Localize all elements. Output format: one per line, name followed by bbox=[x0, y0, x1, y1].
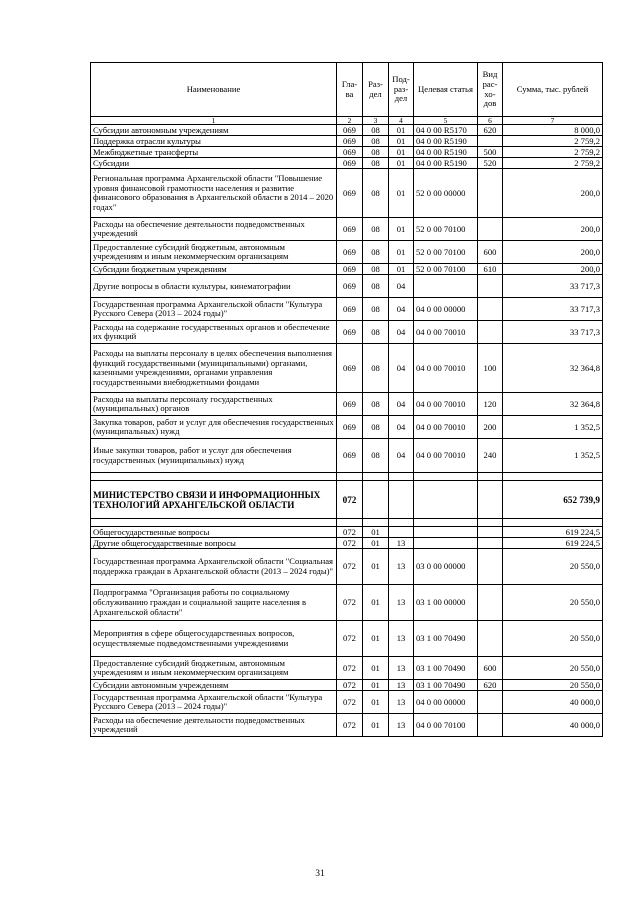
row-exp-type: 620 bbox=[478, 680, 503, 691]
spacer-cell bbox=[414, 519, 478, 527]
row-sum: 40 000,0 bbox=[503, 714, 603, 737]
row-subsection bbox=[389, 527, 414, 538]
row-sum: 33 717,3 bbox=[503, 298, 603, 321]
column-number: 5 bbox=[414, 117, 478, 125]
row-name: Государственная программа Архангельской области "Культура Русского Севера (2013 – 2024 годы)" bbox=[91, 691, 337, 714]
row-sum: 32 364,8 bbox=[503, 344, 603, 393]
table-row bbox=[91, 657, 603, 680]
row-section: 01 bbox=[363, 657, 389, 680]
row-name: Расходы на выплаты персоналу в целях обеспечения выполнения функций государственными (муниципальными) органами, казенными учреждениями, органами управления государственными внебюджетными фондами bbox=[91, 344, 337, 393]
table-header-row bbox=[91, 63, 603, 117]
spacer-cell bbox=[337, 473, 363, 481]
row-chapter: 072 bbox=[337, 538, 363, 549]
row-name: Подпрограмма "Организация работы по социальному обслуживанию граждан и социальной защите населения в Архангельской области" bbox=[91, 585, 337, 621]
row-target-code bbox=[414, 481, 478, 519]
column-number: 3 bbox=[363, 117, 389, 125]
row-target-code: 04 0 00 70100 bbox=[414, 714, 478, 737]
page-number: 31 bbox=[315, 869, 325, 879]
table-row bbox=[91, 416, 603, 439]
table-row bbox=[91, 538, 603, 549]
spacer-cell bbox=[389, 473, 414, 481]
spacer-cell bbox=[478, 473, 503, 481]
header-name: Наименование bbox=[91, 63, 337, 117]
row-target-code: 03 1 00 70490 bbox=[414, 680, 478, 691]
table-row bbox=[91, 714, 603, 737]
column-number: 7 bbox=[503, 117, 603, 125]
row-exp-type bbox=[478, 549, 503, 585]
row-sum: 619 224,5 bbox=[503, 527, 603, 538]
row-exp-type: 600 bbox=[478, 657, 503, 680]
row-sum: 619 224,5 bbox=[503, 538, 603, 549]
row-exp-type bbox=[478, 218, 503, 241]
table-row bbox=[91, 169, 603, 218]
row-chapter: 069 bbox=[337, 264, 363, 275]
row-section: 01 bbox=[363, 714, 389, 737]
table-row bbox=[91, 680, 603, 691]
table-body bbox=[91, 125, 603, 737]
spacer-cell bbox=[337, 519, 363, 527]
table-row bbox=[91, 264, 603, 275]
row-subsection: 13 bbox=[389, 538, 414, 549]
row-sum: 200,0 bbox=[503, 241, 603, 264]
budget-table bbox=[90, 62, 603, 737]
spacer-cell bbox=[91, 519, 337, 527]
spacer-cell bbox=[363, 519, 389, 527]
row-name: Расходы на обеспечение деятельности подведомственных учреждений bbox=[91, 714, 337, 737]
row-section bbox=[363, 481, 389, 519]
spacer-cell bbox=[363, 473, 389, 481]
row-sum: 40 000,0 bbox=[503, 691, 603, 714]
row-name: Субсидии бюджетным учреждениям bbox=[91, 264, 337, 275]
row-exp-type: 520 bbox=[478, 158, 503, 169]
spacer-cell bbox=[91, 473, 337, 481]
row-subsection: 01 bbox=[389, 218, 414, 241]
row-target-code: 04 0 00 00000 bbox=[414, 691, 478, 714]
row-exp-type bbox=[478, 298, 503, 321]
row-sum: 200,0 bbox=[503, 169, 603, 218]
column-number: 1 bbox=[91, 117, 337, 125]
row-section: 01 bbox=[363, 585, 389, 621]
table-row bbox=[91, 549, 603, 585]
row-target-code: 04 0 00 R5170 bbox=[414, 125, 478, 136]
row-exp-type bbox=[478, 585, 503, 621]
row-section: 08 bbox=[363, 218, 389, 241]
row-sum: 32 364,8 bbox=[503, 393, 603, 416]
row-sum: 1 352,5 bbox=[503, 416, 603, 439]
row-target-code: 52 0 00 70100 bbox=[414, 241, 478, 264]
row-chapter: 072 bbox=[337, 585, 363, 621]
row-sum: 2 759,2 bbox=[503, 158, 603, 169]
row-target-code bbox=[414, 527, 478, 538]
row-exp-type bbox=[478, 527, 503, 538]
row-exp-type bbox=[478, 538, 503, 549]
row-subsection: 13 bbox=[389, 657, 414, 680]
row-target-code: 52 0 00 70100 bbox=[414, 218, 478, 241]
row-chapter: 069 bbox=[337, 275, 363, 298]
row-exp-type bbox=[478, 321, 503, 344]
table-row bbox=[91, 393, 603, 416]
table-row bbox=[91, 298, 603, 321]
row-name: Предоставление субсидий бюджетным, автономным учреждениям и иным некоммерческим организациям bbox=[91, 657, 337, 680]
row-name: Расходы на содержание государственных органов и обеспечение их функций bbox=[91, 321, 337, 344]
table-row bbox=[91, 125, 603, 136]
row-name: Субсидии автономным учреждениям bbox=[91, 125, 337, 136]
row-subsection: 04 bbox=[389, 321, 414, 344]
row-chapter: 072 bbox=[337, 527, 363, 538]
row-section: 08 bbox=[363, 344, 389, 393]
header-subsection: Под-раз-дел bbox=[389, 63, 414, 117]
row-exp-type bbox=[478, 169, 503, 218]
row-chapter: 069 bbox=[337, 344, 363, 393]
spacer-cell bbox=[478, 519, 503, 527]
row-chapter: 069 bbox=[337, 218, 363, 241]
row-target-code: 03 1 00 70490 bbox=[414, 621, 478, 657]
row-chapter: 069 bbox=[337, 298, 363, 321]
row-chapter: 069 bbox=[337, 321, 363, 344]
row-chapter: 072 bbox=[337, 680, 363, 691]
row-target-code: 04 0 00 70010 bbox=[414, 416, 478, 439]
row-target-code: 04 0 00 70010 bbox=[414, 344, 478, 393]
row-name: Другие общегосударственные вопросы bbox=[91, 538, 337, 549]
row-target-code: 03 1 00 70490 bbox=[414, 657, 478, 680]
header-target: Целевая статья bbox=[414, 63, 478, 117]
row-name: Иные закупки товаров, работ и услуг для обеспечения государственных (муниципальных) нужд bbox=[91, 439, 337, 473]
row-subsection: 01 bbox=[389, 264, 414, 275]
row-name: Общегосударственные вопросы bbox=[91, 527, 337, 538]
row-name: Расходы на обеспечение деятельности подведомственных учреждений bbox=[91, 218, 337, 241]
row-sum: 1 352,5 bbox=[503, 439, 603, 473]
header-chapter: Гла-ва bbox=[337, 63, 363, 117]
row-subsection: 01 bbox=[389, 158, 414, 169]
row-chapter: 072 bbox=[337, 549, 363, 585]
row-target-code: 52 0 00 70100 bbox=[414, 264, 478, 275]
row-sum: 33 717,3 bbox=[503, 275, 603, 298]
row-section: 01 bbox=[363, 538, 389, 549]
row-name: МИНИСТЕРСТВО СВЯЗИ И ИНФОРМАЦИОННЫХ ТЕХНОЛОГИЙ АРХАНГЕЛЬСКОЙ ОБЛАСТИ bbox=[91, 481, 337, 519]
header-sum: Сумма, тыс. рублей bbox=[503, 63, 603, 117]
row-section: 01 bbox=[363, 527, 389, 538]
row-subsection: 01 bbox=[389, 125, 414, 136]
header-exp-type: Вид рас-хо-дов bbox=[478, 63, 503, 117]
row-target-code bbox=[414, 538, 478, 549]
row-exp-type: 600 bbox=[478, 241, 503, 264]
column-number: 4 bbox=[389, 117, 414, 125]
row-name: Региональная программа Архангельской области "Повышение уровня финансовой грамотности населения и развитие финансового образования в Архангельской области в 2014 – 2020 годах" bbox=[91, 169, 337, 218]
table-row bbox=[91, 158, 603, 169]
row-name: Государственная программа Архангельской области "Культура Русского Севера (2013 – 2024 годы)" bbox=[91, 298, 337, 321]
row-chapter: 072 bbox=[337, 657, 363, 680]
table-row bbox=[91, 691, 603, 714]
row-chapter: 069 bbox=[337, 241, 363, 264]
row-subsection: 13 bbox=[389, 585, 414, 621]
row-target-code: 03 1 00 00000 bbox=[414, 585, 478, 621]
row-subsection: 04 bbox=[389, 275, 414, 298]
row-name: Субсидии автономным учреждениям bbox=[91, 680, 337, 691]
row-exp-type: 610 bbox=[478, 264, 503, 275]
row-section: 01 bbox=[363, 691, 389, 714]
row-subsection: 01 bbox=[389, 136, 414, 147]
row-subsection: 13 bbox=[389, 549, 414, 585]
row-sum: 652 739,9 bbox=[503, 481, 603, 519]
row-exp-type bbox=[478, 136, 503, 147]
row-subsection: 01 bbox=[389, 147, 414, 158]
table-row bbox=[91, 344, 603, 393]
table-row bbox=[91, 585, 603, 621]
row-section: 08 bbox=[363, 321, 389, 344]
column-number: 2 bbox=[337, 117, 363, 125]
row-subsection: 01 bbox=[389, 241, 414, 264]
row-subsection: 04 bbox=[389, 393, 414, 416]
row-section: 08 bbox=[363, 416, 389, 439]
row-chapter: 069 bbox=[337, 393, 363, 416]
row-section: 01 bbox=[363, 621, 389, 657]
row-section: 08 bbox=[363, 264, 389, 275]
row-sum: 20 550,0 bbox=[503, 657, 603, 680]
column-number: 6 bbox=[478, 117, 503, 125]
row-target-code: 04 0 00 00000 bbox=[414, 298, 478, 321]
row-subsection: 13 bbox=[389, 714, 414, 737]
row-section: 08 bbox=[363, 241, 389, 264]
row-target-code: 04 0 00 R5190 bbox=[414, 158, 478, 169]
row-chapter: 072 bbox=[337, 714, 363, 737]
row-chapter: 069 bbox=[337, 136, 363, 147]
row-name: Поддержка отрасли культуры bbox=[91, 136, 337, 147]
row-sum: 20 550,0 bbox=[503, 585, 603, 621]
row-section: 08 bbox=[363, 158, 389, 169]
row-section: 01 bbox=[363, 549, 389, 585]
row-section: 08 bbox=[363, 298, 389, 321]
row-name: Другие вопросы в области культуры, кинематографии bbox=[91, 275, 337, 298]
row-chapter: 069 bbox=[337, 158, 363, 169]
row-section: 08 bbox=[363, 147, 389, 158]
table-row bbox=[91, 439, 603, 473]
spacer-row bbox=[91, 519, 603, 527]
spacer-row bbox=[91, 473, 603, 481]
row-chapter: 069 bbox=[337, 439, 363, 473]
spacer-cell bbox=[503, 519, 603, 527]
row-target-code: 04 0 00 70010 bbox=[414, 393, 478, 416]
row-chapter: 069 bbox=[337, 147, 363, 158]
row-exp-type bbox=[478, 621, 503, 657]
row-exp-type bbox=[478, 481, 503, 519]
row-name: Закупка товаров, работ и услуг для обеспечения государственных (муниципальных) нужд bbox=[91, 416, 337, 439]
table-row bbox=[91, 241, 603, 264]
row-name: Государственная программа Архангельской области "Социальная поддержка граждан в Архангельской области (2013 – 2024 годы)" bbox=[91, 549, 337, 585]
row-sum: 200,0 bbox=[503, 264, 603, 275]
row-section: 08 bbox=[363, 125, 389, 136]
row-target-code: 03 0 00 00000 bbox=[414, 549, 478, 585]
row-subsection: 13 bbox=[389, 691, 414, 714]
row-section: 08 bbox=[363, 136, 389, 147]
row-exp-type: 100 bbox=[478, 344, 503, 393]
row-exp-type: 200 bbox=[478, 416, 503, 439]
row-name: Мероприятия в сфере общегосударственных вопросов, осуществляемые подведомственными учреждениями bbox=[91, 621, 337, 657]
row-chapter: 069 bbox=[337, 169, 363, 218]
row-sum: 20 550,0 bbox=[503, 549, 603, 585]
row-chapter: 069 bbox=[337, 125, 363, 136]
row-subsection: 04 bbox=[389, 416, 414, 439]
row-section: 08 bbox=[363, 169, 389, 218]
table-row bbox=[91, 218, 603, 241]
row-sum: 200,0 bbox=[503, 218, 603, 241]
row-subsection: 01 bbox=[389, 169, 414, 218]
row-subsection: 13 bbox=[389, 680, 414, 691]
table-row bbox=[91, 621, 603, 657]
row-section: 08 bbox=[363, 393, 389, 416]
row-section: 08 bbox=[363, 275, 389, 298]
header-section: Раз-дел bbox=[363, 63, 389, 117]
row-subsection: 04 bbox=[389, 298, 414, 321]
table-row bbox=[91, 527, 603, 538]
row-target-code bbox=[414, 275, 478, 298]
table-row bbox=[91, 147, 603, 158]
row-exp-type: 500 bbox=[478, 147, 503, 158]
row-name: Предоставление субсидий бюджетным, автономным учреждениям и иным некоммерческим организациям bbox=[91, 241, 337, 264]
table-row bbox=[91, 275, 603, 298]
row-subsection: 13 bbox=[389, 621, 414, 657]
row-target-code: 52 0 00 00000 bbox=[414, 169, 478, 218]
row-section: 08 bbox=[363, 439, 389, 473]
row-exp-type: 120 bbox=[478, 393, 503, 416]
row-subsection: 04 bbox=[389, 439, 414, 473]
row-target-code: 04 0 00 R5190 bbox=[414, 147, 478, 158]
row-subsection: 04 bbox=[389, 344, 414, 393]
table-row bbox=[91, 321, 603, 344]
row-target-code: 04 0 00 70010 bbox=[414, 439, 478, 473]
row-sum: 2 759,2 bbox=[503, 147, 603, 158]
row-exp-type: 240 bbox=[478, 439, 503, 473]
spacer-cell bbox=[414, 473, 478, 481]
row-exp-type bbox=[478, 714, 503, 737]
row-exp-type bbox=[478, 275, 503, 298]
row-name: Межбюджетные трансферты bbox=[91, 147, 337, 158]
row-name: Расходы на выплаты персоналу государственных (муниципальных) органов bbox=[91, 393, 337, 416]
row-sum: 2 759,2 bbox=[503, 136, 603, 147]
row-name: Субсидии bbox=[91, 158, 337, 169]
table-row bbox=[91, 136, 603, 147]
row-subsection bbox=[389, 481, 414, 519]
row-chapter: 072 bbox=[337, 691, 363, 714]
spacer-cell bbox=[389, 519, 414, 527]
row-chapter: 072 bbox=[337, 481, 363, 519]
row-sum: 20 550,0 bbox=[503, 621, 603, 657]
row-target-code: 04 0 00 R5190 bbox=[414, 136, 478, 147]
row-exp-type bbox=[478, 691, 503, 714]
row-exp-type: 620 bbox=[478, 125, 503, 136]
ministry-row bbox=[91, 481, 603, 519]
spacer-cell bbox=[503, 473, 603, 481]
row-sum: 33 717,3 bbox=[503, 321, 603, 344]
row-chapter: 072 bbox=[337, 621, 363, 657]
row-section: 01 bbox=[363, 680, 389, 691]
row-sum: 8 000,0 bbox=[503, 125, 603, 136]
row-target-code: 04 0 00 70010 bbox=[414, 321, 478, 344]
row-chapter: 069 bbox=[337, 416, 363, 439]
row-sum: 20 550,0 bbox=[503, 680, 603, 691]
column-number-row bbox=[91, 117, 603, 125]
